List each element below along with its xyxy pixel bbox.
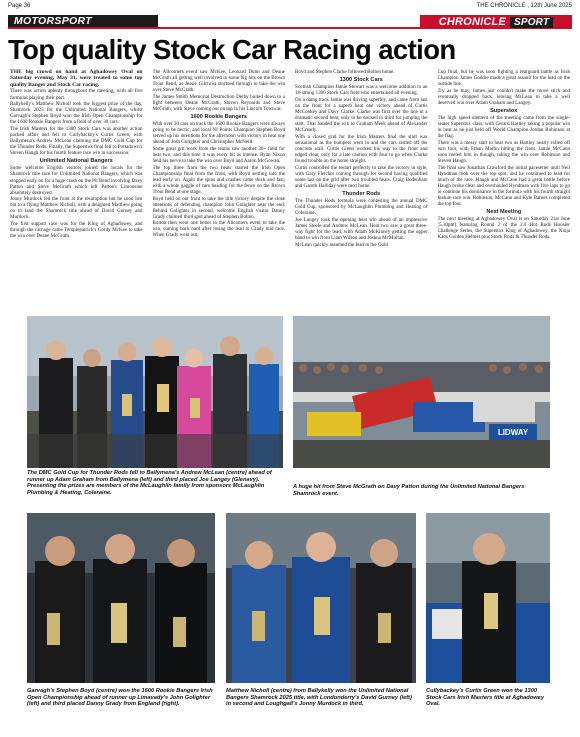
paragraph: Try as he may, James just couldn't make the move stick and eventually dropped back, leaving McLean to take a well deserved win over Adam Graham and Langey.	[437, 87, 570, 106]
section-label-left: MOTORSPORT	[14, 15, 92, 27]
paragraph: Ballykelly's Matthew Nicholl took the biggest prize of the day, Shamrock 2025 for the Unlimited National Bangers, whilst Garvagh's Stephen Boyd won the Irish Open Championship for the 1600 Rookie Bangers from a field of over 30 cars.	[10, 101, 143, 126]
caption-stock-car: Cullybackey's Curtis Green won the 1300 Stock Cars Irish Masters title at Aghadowey Oval.	[426, 688, 544, 708]
paragraph: Cup final, but he was soon fighting a rearguard battle as Irish Champion James Goddie made a great assault for the lead on the outside line.	[437, 69, 570, 88]
subheading: Unlimited National Bangers	[39, 158, 113, 165]
subheading: 1600 Rookie Bangers	[190, 113, 248, 120]
section-bar-motorsport	[8, 15, 158, 29]
photo-shamrock-winners	[226, 513, 416, 683]
subheading: Next Meeting	[486, 209, 522, 215]
crash-board-sign: LIDWAY	[497, 428, 529, 437]
paragraph: Some welcome English visitors joined the locals for the Shamrock title race for Unlimited National Bangers, which was stopped early on for a huge crash on the Pit Bend involving Davy Patton and Steve McGrath which left Patton's Limousine absolutely destroyed.	[10, 165, 143, 196]
headline: Top quality Stock Car Racing action	[8, 34, 456, 65]
subheading: 1300 Stock Cars	[339, 77, 383, 84]
paragraph: Curtis controlled the restart perfectly to take the victory in style, with Gary Fletcher coming through for second having qualified some last on the grid after two troubled heats. Craig Bodenham and Gareth Halliday were next home.	[295, 164, 428, 189]
photo-rookie-bangers	[27, 513, 215, 683]
folio	[8, 3, 572, 13]
paragraph: Scottish Champion Jamie Stewart was a welcome addition to an 18-strong 1300 Stock Cars field who entertained all evening.	[295, 84, 428, 97]
paragraph: Joe Langey took the opening heat win ahead of an impressive James Steele and Andrew McLean. Heat two saw a great three-way fight for the lead, with Adam McKinney getting the upper hand to win from Liam Wilson and Joshua McMullan.	[295, 216, 428, 241]
paragraph: The James Smith Memorial Destruction Derby boiled down to a fight between Deane McGrath, Steven Reynolds and Steve McGrath, with Steve coming out on top in his Lincoln Towncar.	[152, 93, 285, 112]
paragraph: Bolton then went one better in the Allcomers event to take the win, coming back hard after losing the lead to Grady mid race. When Grady went out,	[152, 220, 285, 239]
section-label-right-b: SPORT	[510, 17, 553, 28]
paragraph: The first support race was for the King of Aghadowey, and through the carnage came Templepatrick's Gordy McKee to take the win over Deane McGrath.	[10, 221, 143, 240]
paragraph: The high speed element of the meeting came from the single-seater Superstox class, with Gerard Hartley taking a popular win in heat as he just held off World Champion Jordan Robinson at the flag.	[437, 115, 570, 140]
paragraph: Some great grit work from the teams saw another 30+ field for heat two, and this time it was every bit as intense. Ryan Nixon held his nerve to take the win over Boyd and Aaron McGowan.	[152, 145, 285, 165]
section-label-right-a: CHRONICLE	[438, 16, 506, 28]
paragraph: Jonny Murdock led the front at the resumption but he soon lost out to a flying Matthew Nicholl, with a delighted Matthew going on to land the Shamrock title ahead of David Gurney and Murdock.	[10, 196, 143, 221]
subheading: Superstox	[490, 107, 518, 114]
paper-date: THE CHRONICLE , 12th June 2025	[476, 3, 572, 9]
paragraph: With over 30 cars on track the 1600 Rookie Bangers were always going to be hectic, and local NI Points Champion Stephen Boyd served up his intentions for the afternoon with victory in heat one ahead of Josh Golighter and Christopher McNeill.	[152, 121, 285, 146]
paragraph: With a closed grid for the Irish Masters final the start was sensational as the bumpers went in and the cars rattled off the concrete wall. Curtis Green worked his way to the front and edged clear, only for a late caution with four to go when Clarke found trouble on the home straight.	[295, 133, 428, 165]
article-column-2	[153, 69, 286, 309]
paragraph: The Irish Masters for the 1300 Stock Cars was another action packed affair and fell to Cullybackey's Curtis Green, with Ballymena's Andrew McLean claiming the DMC Gold Cup for the Thunder Rods. Finally, the Superstox final fell to Portadown's Steven Haugh for his fourth feature race win in succession.	[10, 125, 143, 157]
photo-gold-cup-podium	[27, 316, 283, 468]
paragraph: There was action aplenty throughout the meeting, with all five formulas playing their part.	[10, 88, 143, 101]
paragraph: The Thunder Rods formula were contesting the annual DMC Gold Cup, sponsored by McLaughlin Plumbing and Heating of Coleraine.	[295, 198, 428, 217]
paragraph: On a damp track Jamie was driving superbly, and came from last on the front for a superb heat one victory ahead of Curtis McConkey and Davy Clarke. Clarke was first over the line in a dramatic second heat, only to be docked to third for jumping the start. That handed the win to Graham Meek ahead of Alexander McCready.	[295, 96, 428, 134]
article-column-3	[295, 69, 428, 309]
caption-crash: A huge hit from Steve McGrath on Davy Patton during the Unlimited National Bangers Shamrock event.	[293, 484, 525, 497]
paragraph: The Allcomers event saw McKee, Leonard Dunn and Deane McGrath all getting well involved in some big hits on the Brown Trout Bend, as Jessie Gilchrist stormed through to take the win over Steve McGrath.	[152, 69, 285, 94]
section-bar-chronicle-sport	[420, 15, 572, 29]
article-column-4	[438, 69, 571, 309]
paragraph: The final saw Jonathan Crawford the initial pacesetter until Neil Hyndman took over the top spot, and he continued to lead for much of the race. Haugh and McCann had a great battle before Haugh broke clear and overhauled Hyndman with five laps to go to continue his dominance in the formula with his fourth straight feature race win. Robinson, McCann and Kyle Barnes completed the top four.	[437, 164, 570, 207]
page-number: Page 36	[8, 3, 31, 9]
section-rule	[158, 27, 420, 29]
paragraph: Boyd and Stephen Clarke followed Bolton home.	[295, 69, 395, 75]
photo-stock-car-winner	[426, 513, 550, 683]
subheading: Thunder Rods	[342, 190, 381, 197]
paragraph: There was a messy start to heat two as Hartley nearly rolled off turn four, with Ethan Martin hitting the front. Jamie McCann soon reeled him in though, taking the win over Robinson and Steven Haugh.	[437, 139, 570, 165]
paragraph: THE big crowd on hand at Aghadowey Oval on Saturday evening, May 31, were treated to some top quality Banger and Stock Car racing.	[10, 69, 143, 88]
caption-rookie: Garvagh's Stephen Boyd (centre) won the 1600 Rookie Bangers Irish Open Championship ahead of runner up Limavady's John Golighter (left) and third placed Danny Grady from England (right).	[27, 688, 213, 708]
paragraph: Boyd held on out front to take the title victory despite the close attentions of defending champion John Golighter near the end. Behind Golighter in second, welcome English visitor Danny Grady claimed third spot ahead of Stephen Bolton.	[152, 195, 285, 220]
article-body	[10, 69, 570, 309]
photo-bangers-crash	[293, 316, 550, 468]
paragraph: McLean quickly assumed the lead in the Gold	[295, 241, 388, 248]
paragraph: The top three from the two heats started the Irish Open Championship final from the front, with Boyd settling into the lead early on. Again the spins and crashes came thick and fast, with a whole gaggle of cars heading for the fence on the Brown Trout Bend at one stage.	[152, 164, 285, 195]
caption-gold-cup: The DMC Gold Cup for Thunder Rods fell to Ballymena's Andrew McLean (centre) ahead of runner up Adam Graham from Ballymena (left) and third placed Joe Langey (Glenavy). Presenting the prizes are members of the McLaughlin family from sponsors McLaughlin Plumbing & Heating, Coleraine.	[27, 470, 272, 496]
caption-shamrock: Matthew Nicholl (centre) from Ballykelly won the Unlimited National Bangers Shamrock 2025 title, with Londonderry's David Gurney (left) in second and Loughgall's Jonny Murdock in third.	[226, 688, 412, 708]
paragraph: The next meeting at Aghadowey Oval is on Saturday 21st June (5.30pm) featuring Round 2 of the 2.0 Hot Rods Hoosier Challenge Series, the Superstox King of Aghadowey, the Ninja Kaos Golden Helmet plus Stock Rods & Thunder Rods.	[437, 216, 570, 241]
article-column-1	[10, 69, 143, 309]
